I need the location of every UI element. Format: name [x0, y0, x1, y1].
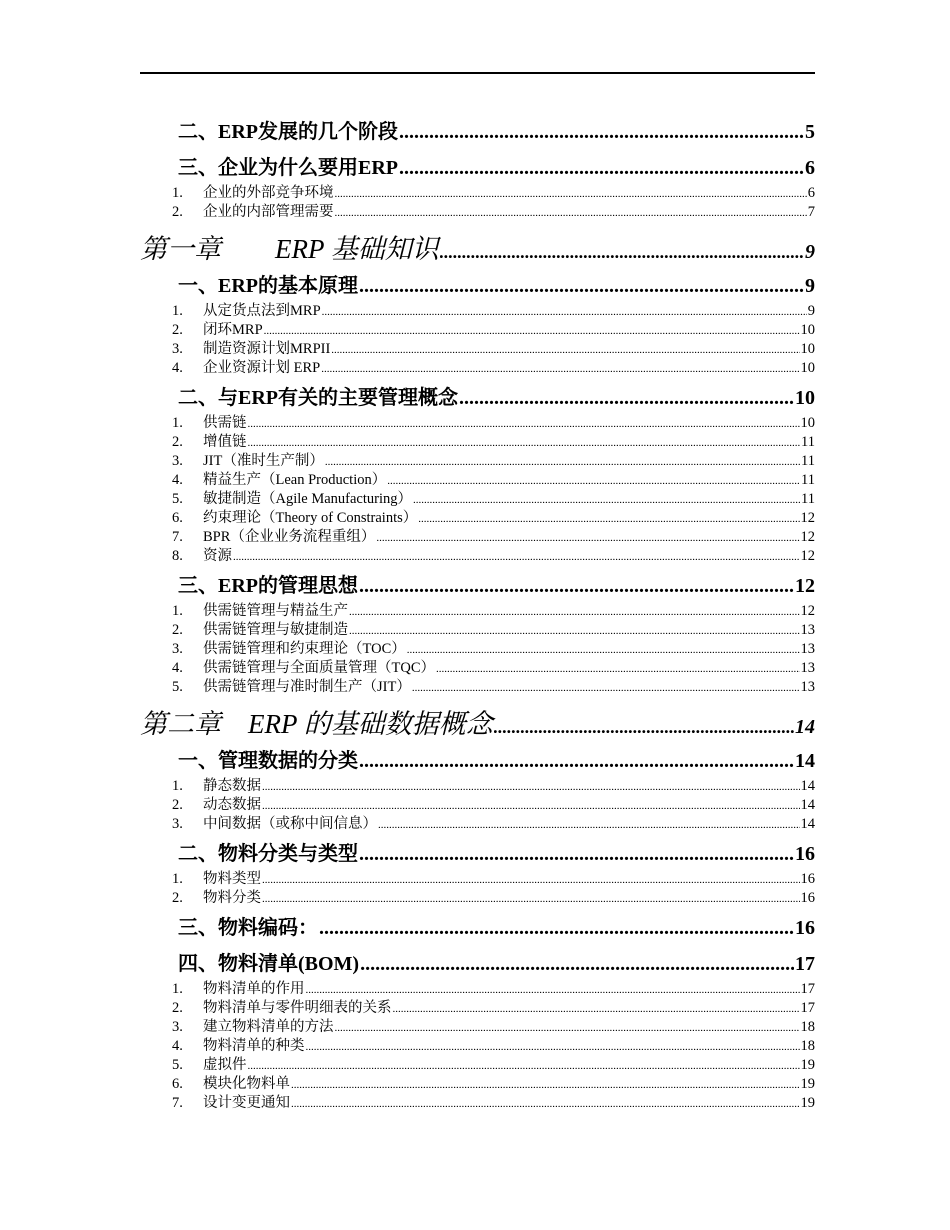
toc-item-number: 3.	[172, 816, 183, 832]
dot-leader	[262, 800, 800, 812]
toc-entry-title: BPR（企业业务流程重组）	[203, 529, 376, 545]
dot-leader	[291, 1079, 800, 1091]
toc-page-number: 10	[800, 341, 815, 357]
dot-leader	[335, 207, 807, 219]
toc-entry-title: 供需链管理与准时制生产（JIT）	[203, 679, 411, 695]
toc-item-number: 1.	[172, 871, 183, 887]
toc-page-number: 11	[801, 434, 815, 450]
toc-item[interactable]	[140, 599, 815, 618]
dot-leader	[331, 344, 799, 356]
dot-leader	[413, 494, 800, 506]
toc-page-number: 7	[807, 204, 815, 220]
toc-item-number: 2.	[172, 622, 183, 638]
toc-page-number: 14	[800, 797, 815, 813]
toc-page-number: 13	[800, 622, 815, 638]
toc-item-number: 2.	[172, 322, 183, 338]
toc-entry-title: 物料分类	[203, 890, 261, 906]
dot-leader	[376, 532, 799, 544]
dot-leader	[248, 1060, 800, 1072]
toc-entry-title: 三、ERP的管理思想	[178, 575, 358, 597]
toc-entry-title: 企业资源计划 ERP	[203, 360, 321, 376]
toc-item-number: 6.	[172, 1076, 183, 1092]
toc-entry-title: 精益生产（Lean Production）	[203, 472, 387, 488]
toc-item-number: 4.	[172, 360, 183, 376]
toc-section[interactable]	[140, 744, 815, 774]
toc-item[interactable]	[140, 793, 815, 812]
toc-item[interactable]	[140, 430, 815, 449]
dot-leader	[393, 1003, 800, 1015]
toc-page-number: 6	[807, 185, 815, 201]
toc-entry-title: 企业的外部竞争环境	[203, 185, 334, 201]
toc-item[interactable]	[140, 181, 815, 200]
toc-item[interactable]	[140, 1072, 815, 1091]
toc-entry-title: 约束理论（Theory of Constraints）	[203, 510, 418, 526]
dot-leader	[335, 1022, 800, 1034]
dot-leader	[459, 387, 794, 410]
toc-item[interactable]	[140, 318, 815, 337]
toc-page-number: 12	[800, 510, 815, 526]
toc-item[interactable]	[140, 525, 815, 544]
header-rule	[140, 72, 815, 74]
toc-entry-title: 中间数据（或称中间信息）	[203, 816, 377, 832]
table-of-contents	[140, 109, 815, 1110]
dot-leader	[436, 663, 800, 675]
toc-item[interactable]	[140, 487, 815, 506]
toc-item[interactable]	[140, 1053, 815, 1072]
dot-leader	[262, 893, 800, 905]
toc-entry-title: 资源	[203, 548, 232, 564]
toc-entry-title: 动态数据	[203, 797, 261, 813]
toc-item[interactable]	[140, 886, 815, 905]
dot-leader	[359, 843, 794, 866]
toc-item-number: 8.	[172, 548, 183, 564]
toc-item[interactable]	[140, 337, 815, 356]
toc-section[interactable]	[140, 269, 815, 299]
toc-section[interactable]	[140, 569, 815, 599]
toc-page-number: 10	[800, 360, 815, 376]
toc-page-number: 17	[800, 981, 815, 997]
toc-page-number: 14	[800, 778, 815, 794]
dot-leader	[306, 984, 800, 996]
toc-entry-title: 供需链管理与全面质量管理（TQC）	[203, 660, 435, 676]
toc-item-number: 3.	[172, 453, 183, 469]
toc-chapter[interactable]	[140, 702, 815, 738]
toc-page-number: 13	[800, 641, 815, 657]
toc-item[interactable]	[140, 449, 815, 468]
toc-page-number: 19	[800, 1057, 815, 1073]
dot-leader	[264, 325, 800, 337]
toc-item[interactable]	[140, 867, 815, 886]
toc-item-number: 2.	[172, 797, 183, 813]
toc-page-number: 11	[801, 472, 815, 488]
dot-leader	[325, 456, 800, 468]
toc-page-number: 17	[795, 953, 815, 975]
dot-leader	[359, 275, 804, 298]
dot-leader	[349, 606, 800, 618]
toc-page-number: 16	[795, 917, 815, 939]
toc-item[interactable]	[140, 1091, 815, 1110]
toc-entry-title: 从定货点法到MRP	[203, 303, 321, 319]
toc-item-number: 2.	[172, 204, 183, 220]
toc-item-number: 7.	[172, 1095, 183, 1111]
toc-entry-title: 闭环MRP	[203, 322, 263, 338]
toc-page-number: 9	[807, 303, 815, 319]
toc-page-number: 12	[795, 575, 815, 597]
toc-entry-title: 物料清单与零件明细表的关系	[203, 1000, 392, 1016]
dot-leader	[349, 625, 800, 637]
toc-item-number: 2.	[172, 890, 183, 906]
toc-entry-title: 二、与ERP有关的主要管理概念	[178, 387, 458, 409]
toc-page-number: 9	[805, 241, 815, 263]
toc-item[interactable]	[140, 618, 815, 637]
toc-item-number: 3.	[172, 341, 183, 357]
dot-leader	[440, 242, 804, 263]
toc-item[interactable]	[140, 1015, 815, 1034]
toc-entry-title: 供需链管理与敏捷制造	[203, 622, 348, 638]
toc-item-number: 2.	[172, 1000, 183, 1016]
dot-leader	[335, 188, 807, 200]
dot-leader	[378, 819, 800, 831]
toc-page-number: 10	[800, 415, 815, 431]
toc-page-number: 18	[800, 1019, 815, 1035]
toc-page-number: 12	[800, 548, 815, 564]
toc-entry-title: 第二章 ERP 的基础数据概念	[140, 709, 493, 739]
toc-entry-title: 建立物料清单的方法	[203, 1019, 334, 1035]
toc-entry-title: 第一章 ERP 基础知识	[140, 234, 439, 264]
toc-entry-title: 三、企业为什么要用ERP	[178, 157, 398, 179]
toc-section[interactable]	[140, 115, 815, 145]
dot-leader	[248, 437, 801, 449]
toc-page-number: 16	[800, 871, 815, 887]
toc-page-number: 12	[800, 529, 815, 545]
toc-page-number: 14	[795, 750, 815, 772]
toc-entry-title: 供需链管理和约束理论（TOC）	[203, 641, 406, 657]
toc-entry-title: 物料类型	[203, 871, 261, 887]
toc-page-number: 6	[805, 157, 815, 179]
toc-item-number: 5.	[172, 491, 183, 507]
toc-page-number: 5	[805, 121, 815, 143]
toc-entry-title: 虚拟件	[203, 1057, 247, 1073]
dot-leader	[291, 1098, 800, 1110]
toc-page-number: 16	[795, 843, 815, 865]
toc-entry-title: 四、物料清单(BOM)	[178, 953, 360, 975]
dot-leader	[319, 917, 794, 940]
toc-entry-title: 物料清单的作用	[203, 981, 305, 997]
toc-entry-title: 一、管理数据的分类	[178, 750, 358, 772]
toc-item-number: 1.	[172, 778, 183, 794]
dot-leader	[359, 750, 794, 773]
toc-chapter[interactable]	[140, 227, 815, 263]
dot-leader	[321, 363, 799, 375]
toc-entry-title: 供需链	[203, 415, 247, 431]
toc-entry-title: 企业的内部管理需要	[203, 204, 334, 220]
toc-item-number: 1.	[172, 603, 183, 619]
dot-leader	[387, 475, 800, 487]
toc-page-number: 10	[795, 387, 815, 409]
toc-item-number: 3.	[172, 641, 183, 657]
toc-section[interactable]	[140, 911, 815, 941]
dot-leader	[399, 121, 804, 144]
toc-item[interactable]	[140, 774, 815, 793]
toc-item[interactable]	[140, 656, 815, 675]
toc-item[interactable]	[140, 812, 815, 831]
dot-leader	[418, 513, 799, 525]
toc-entry-title: 二、ERP发展的几个阶段	[178, 121, 398, 143]
toc-entry-title: 一、ERP的基本原理	[178, 275, 358, 297]
toc-item-number: 1.	[172, 981, 183, 997]
toc-item[interactable]	[140, 544, 815, 563]
toc-entry-title: 敏捷制造（Agile Manufacturing）	[203, 491, 413, 507]
toc-page-number: 19	[800, 1095, 815, 1111]
toc-page-number: 18	[800, 1038, 815, 1054]
toc-item-number: 4.	[172, 660, 183, 676]
dot-leader	[359, 575, 794, 598]
toc-item-number: 1.	[172, 415, 183, 431]
dot-leader	[399, 157, 804, 180]
toc-item[interactable]	[140, 977, 815, 996]
dot-leader	[322, 306, 807, 318]
toc-page-number: 12	[800, 603, 815, 619]
toc-item-number: 1.	[172, 303, 183, 319]
toc-section[interactable]	[140, 837, 815, 867]
toc-entry-title: 物料清单的种类	[203, 1038, 305, 1054]
toc-entry-title: 供需链管理与精益生产	[203, 603, 348, 619]
toc-entry-title: JIT（准时生产制）	[203, 453, 324, 469]
toc-entry-title: 三、物料编码：	[178, 917, 318, 939]
dot-leader	[360, 953, 794, 976]
dot-leader	[262, 874, 800, 886]
toc-item[interactable]	[140, 299, 815, 318]
toc-page-number: 9	[805, 275, 815, 297]
toc-page-number: 14	[800, 816, 815, 832]
toc-entry-title: 静态数据	[203, 778, 261, 794]
toc-page-number: 13	[800, 660, 815, 676]
toc-item-number: 7.	[172, 529, 183, 545]
toc-item[interactable]	[140, 200, 815, 219]
toc-entry-title: 增值链	[203, 434, 247, 450]
toc-entry-title: 制造资源计划MRPII	[203, 341, 331, 357]
toc-item-number: 1.	[172, 185, 183, 201]
dot-leader	[407, 644, 800, 656]
toc-page-number: 17	[800, 1000, 815, 1016]
toc-item[interactable]	[140, 637, 815, 656]
toc-item-number: 6.	[172, 510, 183, 526]
toc-item[interactable]	[140, 468, 815, 487]
toc-item[interactable]	[140, 675, 815, 694]
toc-item[interactable]	[140, 506, 815, 525]
toc-item[interactable]	[140, 996, 815, 1015]
dot-leader	[306, 1041, 800, 1053]
toc-page-number: 13	[800, 679, 815, 695]
toc-section[interactable]	[140, 381, 815, 411]
toc-page-number: 16	[800, 890, 815, 906]
toc-section[interactable]	[140, 151, 815, 181]
dot-leader	[262, 781, 800, 793]
toc-section[interactable]	[140, 947, 815, 977]
toc-entry-title: 二、物料分类与类型	[178, 843, 358, 865]
dot-leader	[233, 551, 800, 563]
toc-item-number: 4.	[172, 1038, 183, 1054]
toc-item[interactable]	[140, 356, 815, 375]
toc-entry-title: 模块化物料单	[203, 1076, 290, 1092]
toc-item-number: 2.	[172, 434, 183, 450]
toc-item[interactable]	[140, 411, 815, 430]
toc-page-number: 14	[795, 716, 815, 738]
toc-item-number: 5.	[172, 679, 183, 695]
dot-leader	[248, 418, 800, 430]
toc-item[interactable]	[140, 1034, 815, 1053]
dot-leader	[494, 717, 794, 738]
toc-entry-title: 设计变更通知	[203, 1095, 290, 1111]
toc-page-number: 19	[800, 1076, 815, 1092]
toc-page-number: 11	[801, 453, 815, 469]
toc-item-number: 5.	[172, 1057, 183, 1073]
toc-page-number: 11	[801, 491, 815, 507]
dot-leader	[412, 682, 800, 694]
toc-item-number: 3.	[172, 1019, 183, 1035]
toc-page-number: 10	[800, 322, 815, 338]
toc-item-number: 4.	[172, 472, 183, 488]
